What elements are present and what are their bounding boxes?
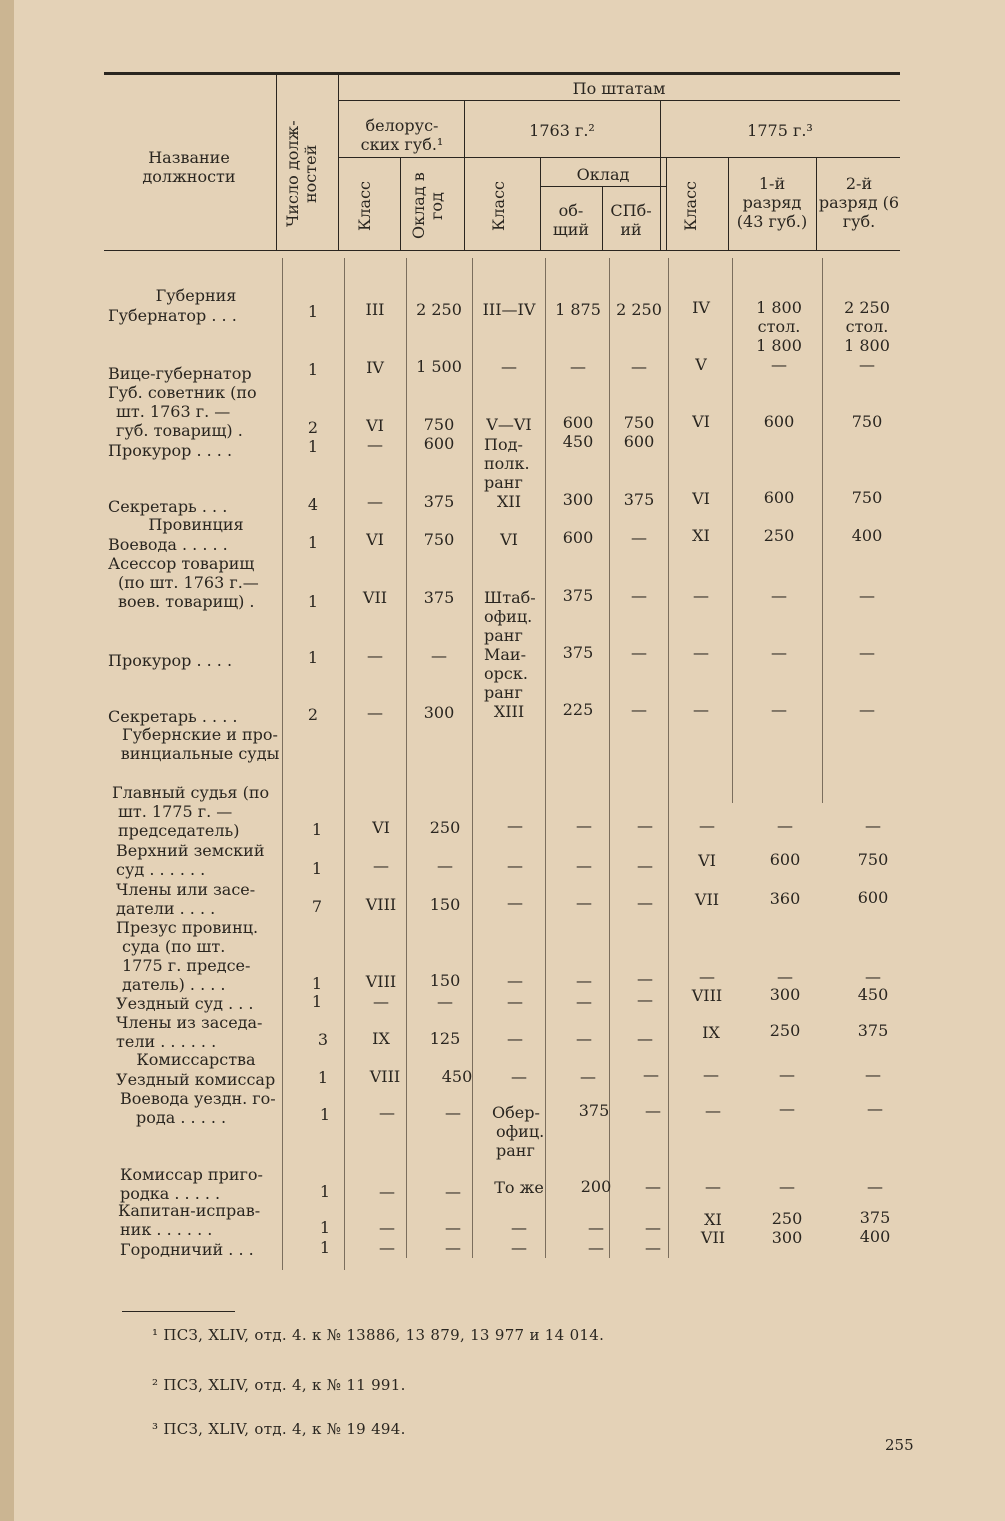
- row-name: рода . . . . .: [136, 1108, 227, 1127]
- row-name: Верхний земский: [116, 841, 265, 860]
- cell-oklad-spb: —: [637, 893, 653, 912]
- header-oklad-god: Оклад в год: [409, 172, 446, 240]
- cell-oklad-belorus: —: [445, 1238, 461, 1257]
- cell-class-1763: —: [507, 816, 523, 835]
- cell-class-1763: —: [501, 357, 517, 376]
- cell-class-1763: ранг: [496, 1141, 535, 1160]
- footnote-rule: [122, 1311, 235, 1312]
- cell-razryad-2: —: [859, 643, 875, 662]
- row-name: 1775 г. предсе-: [122, 956, 251, 975]
- cell-razryad-1: 600: [769, 850, 801, 869]
- cell-razryad-1: 600: [763, 412, 795, 431]
- cell-class-1775: VI: [692, 489, 710, 508]
- row-name: губ. товарищ) .: [116, 421, 243, 440]
- cell-oklad-spb: —: [631, 643, 647, 662]
- cell-class-1775: —: [699, 967, 715, 986]
- header-divider: [338, 75, 339, 250]
- cell-oklad-obshchiy: —: [588, 1218, 604, 1237]
- cell-count: 1: [307, 592, 319, 611]
- cell-class-1775: —: [693, 700, 709, 719]
- cell-class-1775: —: [703, 1065, 719, 1084]
- cell-oklad-spb: —: [637, 969, 653, 988]
- cell-count: 1: [319, 1105, 331, 1124]
- section-provintsiya: Провинция: [148, 515, 244, 534]
- row-name: Члены или засе-: [116, 880, 256, 899]
- cell-oklad-belorus: 450: [441, 1067, 473, 1086]
- cell-razryad-2: —: [859, 700, 875, 719]
- header-count: Число долж-ностей: [283, 120, 320, 228]
- cell-class-belorus: IV: [366, 358, 384, 377]
- cell-razryad-2: 1 800: [844, 336, 890, 355]
- cell-oklad-obshchiy: 600: [562, 528, 594, 547]
- cell-razryad-2: —: [867, 1177, 883, 1196]
- cell-razryad-1: —: [779, 1177, 795, 1196]
- cell-class-1763: офиц.: [484, 607, 533, 626]
- cell-class-1775: —: [705, 1101, 721, 1120]
- cell-razryad-2: 2 250: [844, 298, 890, 317]
- cell-razryad-1: 1 800: [756, 336, 802, 355]
- cell-count: 1: [311, 992, 323, 1011]
- cell-count: 1: [307, 360, 319, 379]
- cell-class-1775: XI: [704, 1210, 722, 1229]
- cell-oklad-spb: —: [637, 816, 653, 835]
- cell-class-1763: ранг: [484, 473, 523, 492]
- cell-class-belorus: III: [365, 300, 385, 319]
- cell-class-belorus: IX: [372, 1029, 390, 1048]
- cell-count: 1: [307, 302, 319, 321]
- cell-count: 7: [311, 897, 323, 916]
- cell-class-belorus: —: [367, 703, 383, 722]
- cell-oklad-obshchiy: —: [580, 1067, 596, 1086]
- cell-razryad-1: 360: [769, 889, 801, 908]
- cell-oklad-belorus: 750: [423, 415, 455, 434]
- header-klass-1763: Класс: [489, 181, 508, 232]
- cell-class-belorus: VIII: [369, 1067, 401, 1086]
- cell-oklad-belorus: 1 500: [416, 357, 462, 376]
- cell-razryad-1: —: [771, 700, 787, 719]
- cell-razryad-2: 750: [857, 850, 889, 869]
- cell-oklad-belorus: —: [437, 856, 453, 875]
- cell-class-1775: VI: [698, 851, 716, 870]
- cell-razryad-1: —: [779, 1065, 795, 1084]
- cell-class-1763: ранг: [484, 626, 523, 645]
- row-name: Презус провинц.: [116, 918, 259, 937]
- cell-oklad-spb: —: [631, 357, 647, 376]
- cell-oklad-spb: —: [645, 1238, 661, 1257]
- cell-class-1775: IX: [702, 1023, 720, 1042]
- header-1763: 1763 г.²: [529, 121, 595, 140]
- row-name: датель) . . . .: [122, 975, 226, 994]
- cell-oklad-belorus: 125: [429, 1029, 461, 1048]
- cell-razryad-2: 375: [857, 1021, 889, 1040]
- cell-class-1763: —: [507, 893, 523, 912]
- row-name: Секретарь . . . .: [108, 707, 238, 726]
- cell-razryad-1: 300: [771, 1228, 803, 1247]
- cell-razryad-2: 750: [851, 412, 883, 431]
- cell-class-1763: —: [511, 1067, 527, 1086]
- cell-razryad-2: —: [859, 355, 875, 374]
- row-name: Городничий . . .: [120, 1240, 254, 1259]
- cell-oklad-obshchiy: 450: [562, 432, 594, 451]
- cell-class-1763: Штаб-: [484, 588, 536, 607]
- cell-class-1775: XI: [692, 526, 710, 545]
- page-number: 255: [885, 1436, 914, 1454]
- cell-oklad-obshchiy: —: [576, 816, 592, 835]
- header-klass-1775: Класс: [681, 181, 700, 232]
- cell-razryad-1: —: [777, 816, 793, 835]
- row-name: (по шт. 1763 г.—: [118, 573, 259, 592]
- cell-oklad-spb: —: [645, 1218, 661, 1237]
- row-name: Секретарь . . .: [108, 497, 228, 516]
- cell-class-1763: V—VI: [486, 415, 532, 434]
- cell-count: 1: [311, 820, 323, 839]
- cell-class-1763: —: [507, 992, 523, 1011]
- cell-razryad-2: стол.: [845, 317, 889, 336]
- cell-razryad-1: 250: [769, 1021, 801, 1040]
- cell-razryad-1: 250: [771, 1209, 803, 1228]
- cell-class-belorus: —: [379, 1218, 395, 1237]
- row-name: Воевода уездн. го-: [120, 1089, 276, 1108]
- cell-oklad-spb: 375: [623, 490, 655, 509]
- row-name: шт. 1775 г. —: [118, 802, 233, 821]
- header-obshchiy: об-щий: [552, 201, 590, 239]
- cell-class-1775: VI: [692, 412, 710, 431]
- row-name: Вице-губернатор: [108, 364, 252, 383]
- cell-razryad-1: —: [771, 643, 787, 662]
- cell-oklad-obshchiy: 600: [562, 413, 594, 432]
- cell-class-belorus: VI: [372, 818, 390, 837]
- row-name: суд . . . . . .: [116, 860, 206, 879]
- cell-razryad-2: —: [859, 586, 875, 605]
- cell-razryad-1: —: [771, 355, 787, 374]
- cell-oklad-belorus: 300: [423, 703, 455, 722]
- cell-oklad-obshchiy: 200: [580, 1177, 612, 1196]
- cell-class-belorus: —: [373, 992, 389, 1011]
- row-name: шт. 1763 г. —: [116, 402, 231, 421]
- cell-class-1763: Под-: [484, 435, 523, 454]
- section-komissarstva: Комиссарства: [136, 1050, 256, 1069]
- cell-class-1763: —: [511, 1218, 527, 1237]
- cell-class-belorus: VI: [366, 416, 384, 435]
- cell-class-belorus: —: [379, 1103, 395, 1122]
- row-name: Губернатор . . .: [108, 306, 237, 325]
- row-name: воев. товарищ) .: [118, 592, 255, 611]
- header-spb: СПб-ий: [610, 201, 652, 239]
- cell-razryad-1: стол.: [757, 317, 801, 336]
- header-belorus: белорус-ских губ.¹: [360, 116, 444, 154]
- row-name: председатель): [118, 821, 240, 840]
- cell-class-1763: XIII: [493, 702, 525, 721]
- cell-razryad-1: 250: [763, 526, 795, 545]
- cell-razryad-2: —: [865, 1065, 881, 1084]
- cell-razryad-2: —: [865, 967, 881, 986]
- cell-razryad-2: 600: [857, 888, 889, 907]
- cell-count: 1: [307, 533, 319, 552]
- cell-oklad-obshchiy: —: [570, 357, 586, 376]
- cell-oklad-belorus: —: [431, 646, 447, 665]
- cell-class-1775: IV: [692, 298, 710, 317]
- cell-oklad-spb: 600: [623, 432, 655, 451]
- cell-count: 2: [307, 418, 319, 437]
- cell-oklad-spb: 750: [623, 413, 655, 432]
- cell-oklad-belorus: —: [445, 1182, 461, 1201]
- row-name: Прокурор . . . .: [108, 651, 233, 670]
- cell-class-1763: —: [511, 1238, 527, 1257]
- cell-oklad-obshchiy: —: [588, 1238, 604, 1257]
- cell-oklad-spb: —: [643, 1065, 659, 1084]
- cell-class-1763: —: [507, 1029, 523, 1048]
- cell-razryad-1: —: [771, 586, 787, 605]
- cell-count: 1: [307, 437, 319, 456]
- cell-class-1775: —: [693, 586, 709, 605]
- cell-oklad-belorus: 150: [429, 971, 461, 990]
- cell-class-1763: офиц.: [496, 1122, 545, 1141]
- cell-oklad-belorus: 375: [423, 492, 455, 511]
- cell-oklad-spb: —: [631, 586, 647, 605]
- cell-class-belorus: —: [367, 646, 383, 665]
- cell-count: 1: [319, 1182, 331, 1201]
- header-divider: [276, 75, 277, 250]
- header-klass-belorus: Класс: [355, 181, 374, 232]
- row-name: Капитан-исправ-: [118, 1201, 261, 1220]
- cell-oklad-obshchiy: 375: [578, 1101, 610, 1120]
- cell-class-belorus: VIII: [365, 972, 397, 991]
- cell-oklad-obshchiy: 375: [562, 586, 594, 605]
- row-name: Губ. советник (по: [108, 383, 257, 402]
- cell-class-1763: XII: [496, 492, 522, 511]
- row-name: Комиссар приго-: [120, 1165, 263, 1184]
- cell-class-1763: VI: [500, 530, 518, 549]
- row-name: суда (по шт.: [122, 937, 226, 956]
- row-name: родка . . . . .: [120, 1184, 221, 1203]
- cell-oklad-obshchiy: 225: [562, 700, 594, 719]
- page-edge: [0, 0, 14, 1521]
- cell-count: 2: [307, 705, 319, 724]
- cell-oklad-belorus: 250: [429, 818, 461, 837]
- cell-oklad-spb: —: [645, 1177, 661, 1196]
- row-name: Члены из заседа-: [116, 1013, 263, 1032]
- header-oklad: Оклад: [576, 165, 630, 184]
- header-divider: [816, 157, 817, 250]
- cell-count: 4: [307, 495, 319, 514]
- cell-oklad-belorus: 150: [429, 895, 461, 914]
- row-name: Воевода . . . . .: [108, 535, 228, 554]
- section-sudy: Губернские и про-винциальные суды: [120, 725, 280, 763]
- row-name: датели . . . .: [116, 899, 216, 918]
- cell-oklad-obshchiy: —: [576, 1029, 592, 1048]
- cell-class-1763: полк.: [484, 454, 530, 473]
- header-divider: [602, 186, 603, 250]
- cell-class-belorus: —: [379, 1182, 395, 1201]
- cell-oklad-obshchiy: 375: [562, 643, 594, 662]
- cell-oklad-spb: —: [637, 856, 653, 875]
- cell-class-belorus: VI: [366, 530, 384, 549]
- cell-class-1775: —: [693, 643, 709, 662]
- cell-oklad-spb: —: [645, 1101, 661, 1120]
- cell-oklad-obshchiy: —: [576, 971, 592, 990]
- cell-class-1763: Обер-: [492, 1103, 540, 1122]
- cell-oklad-spb: —: [631, 528, 647, 547]
- column-divider: [344, 258, 345, 1270]
- cell-razryad-2: —: [865, 816, 881, 835]
- row-name: Уездный комиссар: [116, 1070, 276, 1089]
- cell-razryad-2: 375: [859, 1208, 891, 1227]
- cell-class-1763: —: [507, 856, 523, 875]
- cell-class-1775: VII: [694, 890, 720, 909]
- footnote-3: ³ ПСЗ, XLIV, отд. 4, к № 19 494.: [152, 1420, 406, 1438]
- cell-oklad-belorus: 600: [423, 434, 455, 453]
- cell-razryad-2: —: [867, 1099, 883, 1118]
- row-name: тели . . . . . .: [116, 1032, 217, 1051]
- cell-count: 1: [317, 1068, 329, 1087]
- cell-count: 1: [307, 648, 319, 667]
- cell-razryad-1: —: [779, 1099, 795, 1118]
- cell-razryad-2: 450: [857, 985, 889, 1004]
- cell-class-1763: орск.: [484, 664, 528, 683]
- cell-oklad-obshchiy: —: [576, 992, 592, 1011]
- header-bottom-rule: [104, 250, 900, 251]
- cell-class-belorus: —: [367, 435, 383, 454]
- cell-razryad-2: 400: [859, 1227, 891, 1246]
- cell-count: 1: [311, 974, 323, 993]
- cell-class-belorus: VII: [362, 588, 388, 607]
- header-divider: [728, 157, 729, 250]
- cell-class-1763: То же: [494, 1178, 544, 1197]
- table-top-rule: [104, 72, 900, 75]
- header-rule: [338, 100, 900, 101]
- cell-oklad-spb: —: [637, 990, 653, 1009]
- cell-count: 1: [319, 1218, 331, 1237]
- column-divider: [732, 258, 733, 803]
- cell-razryad-1: —: [777, 967, 793, 986]
- cell-count: 1: [319, 1238, 331, 1257]
- header-po-shtatam: По штатам: [572, 79, 666, 98]
- cell-oklad-spb: —: [631, 700, 647, 719]
- cell-class-1775: V: [695, 355, 707, 374]
- cell-oklad-belorus: 750: [423, 530, 455, 549]
- cell-class-1763: Маи-: [484, 645, 526, 664]
- cell-oklad-spb: —: [637, 1029, 653, 1048]
- header-name: Название должности: [142, 148, 236, 186]
- header-rule: [540, 186, 666, 187]
- cell-oklad-belorus: 375: [423, 588, 455, 607]
- cell-class-1775: VIII: [691, 986, 723, 1005]
- cell-class-1763: III—IV: [482, 300, 536, 319]
- cell-class-1763: ранг: [484, 683, 523, 702]
- cell-class-1775: —: [699, 816, 715, 835]
- cell-count: 1: [311, 859, 323, 878]
- footnote-1: ¹ ПСЗ, XLIV, отд. 4. к № 13886, 13 879, 13 977 и 14 014.: [152, 1326, 605, 1344]
- cell-oklad-spb: 2 250: [616, 300, 662, 319]
- row-name: Асессор товарищ: [108, 554, 255, 573]
- cell-class-belorus: —: [367, 492, 383, 511]
- cell-razryad-2: 400: [851, 526, 883, 545]
- header-1775: 1775 г.³: [747, 121, 813, 140]
- section-guberniya: Губерния: [155, 286, 237, 305]
- cell-class-1775: —: [705, 1177, 721, 1196]
- cell-razryad-1: 1 800: [756, 298, 802, 317]
- cell-class-1763: —: [507, 971, 523, 990]
- footnote-2: ² ПСЗ, XLIV, отд. 4, к № 11 991.: [152, 1376, 406, 1394]
- cell-oklad-belorus: —: [437, 992, 453, 1011]
- row-name: ник . . . . . .: [120, 1220, 213, 1239]
- cell-oklad-obshchiy: 1 875: [555, 300, 601, 319]
- header-razryad-1: 1-й разряд (43 губ.): [736, 174, 808, 231]
- row-name: Уездный суд . . .: [116, 994, 254, 1013]
- header-razryad-2: 2-й разряд (6 губ.: [818, 174, 900, 231]
- row-name: Прокурор . . . .: [108, 441, 233, 460]
- cell-count: 3: [317, 1030, 329, 1049]
- cell-oklad-obshchiy: —: [576, 893, 592, 912]
- cell-class-belorus: VIII: [365, 895, 397, 914]
- cell-oklad-obshchiy: —: [576, 856, 592, 875]
- cell-class-belorus: —: [373, 856, 389, 875]
- cell-oklad-belorus: —: [445, 1218, 461, 1237]
- row-name: Главный судья (по: [112, 783, 270, 802]
- cell-oklad-belorus: 2 250: [416, 300, 462, 319]
- cell-oklad-obshchiy: 300: [562, 490, 594, 509]
- cell-oklad-belorus: —: [445, 1103, 461, 1122]
- header-divider: [400, 157, 401, 250]
- cell-class-1775: VII: [700, 1228, 726, 1247]
- header-divider: [666, 157, 667, 250]
- cell-razryad-1: 300: [769, 985, 801, 1004]
- cell-razryad-1: 600: [763, 488, 795, 507]
- cell-class-belorus: —: [379, 1238, 395, 1257]
- cell-razryad-2: 750: [851, 488, 883, 507]
